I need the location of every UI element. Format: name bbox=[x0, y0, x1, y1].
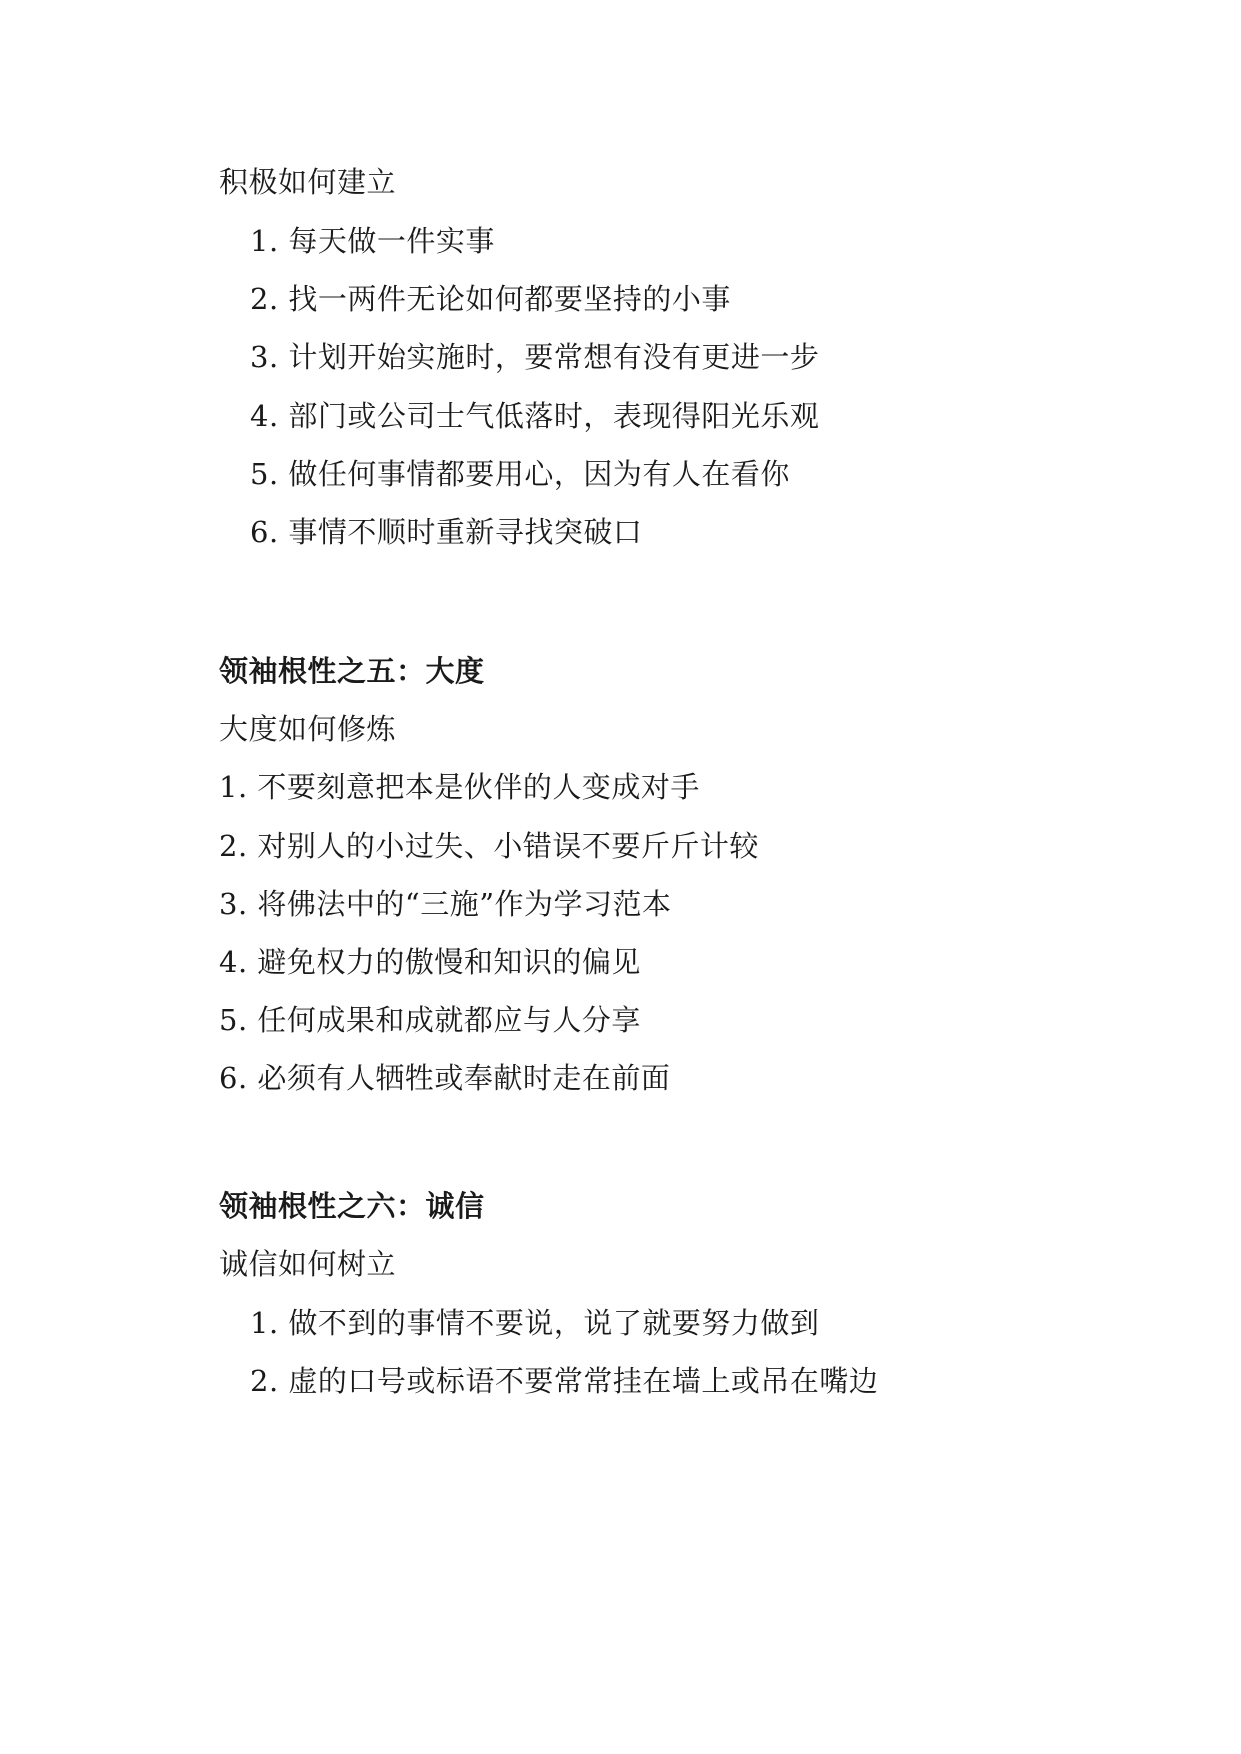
list-item: 1. 不要刻意把本是伙伴的人变成对手 bbox=[219, 770, 700, 804]
list-item: 6. 必须有人牺牲或奉献时走在前面 bbox=[219, 1061, 671, 1095]
section-title: 大度如何修炼 bbox=[219, 712, 397, 746]
section-heading: 领袖根性之五：大度 bbox=[219, 654, 485, 688]
section-heading: 领袖根性之六：诚信 bbox=[219, 1189, 485, 1223]
list-item: 3. 计划开始实施时，要常想有没有更进一步 bbox=[250, 340, 820, 374]
section-title: 积极如何建立 bbox=[219, 165, 397, 199]
list-item: 1. 每天做一件实事 bbox=[250, 224, 495, 258]
list-item: 3. 将佛法中的“三施”作为学习范本 bbox=[219, 887, 672, 921]
list-item: 2. 虚的口号或标语不要常常挂在墙上或吊在嘴边 bbox=[250, 1364, 879, 1398]
list-item: 4. 避免权力的傲慢和知识的偏见 bbox=[219, 945, 641, 979]
list-item: 6. 事情不顺时重新寻找突破口 bbox=[250, 515, 643, 549]
list-item: 2. 对别人的小过失、小错误不要斤斤计较 bbox=[219, 829, 759, 863]
list-item: 4. 部门或公司士气低落时，表现得阳光乐观 bbox=[250, 399, 820, 433]
list-item: 5. 做任何事情都要用心，因为有人在看你 bbox=[250, 457, 790, 491]
section-title: 诚信如何树立 bbox=[219, 1247, 397, 1281]
list-item: 5. 任何成果和成就都应与人分享 bbox=[219, 1003, 641, 1037]
list-item: 2. 找一两件无论如何都要坚持的小事 bbox=[250, 282, 731, 316]
list-item: 1. 做不到的事情不要说，说了就要努力做到 bbox=[250, 1306, 820, 1340]
